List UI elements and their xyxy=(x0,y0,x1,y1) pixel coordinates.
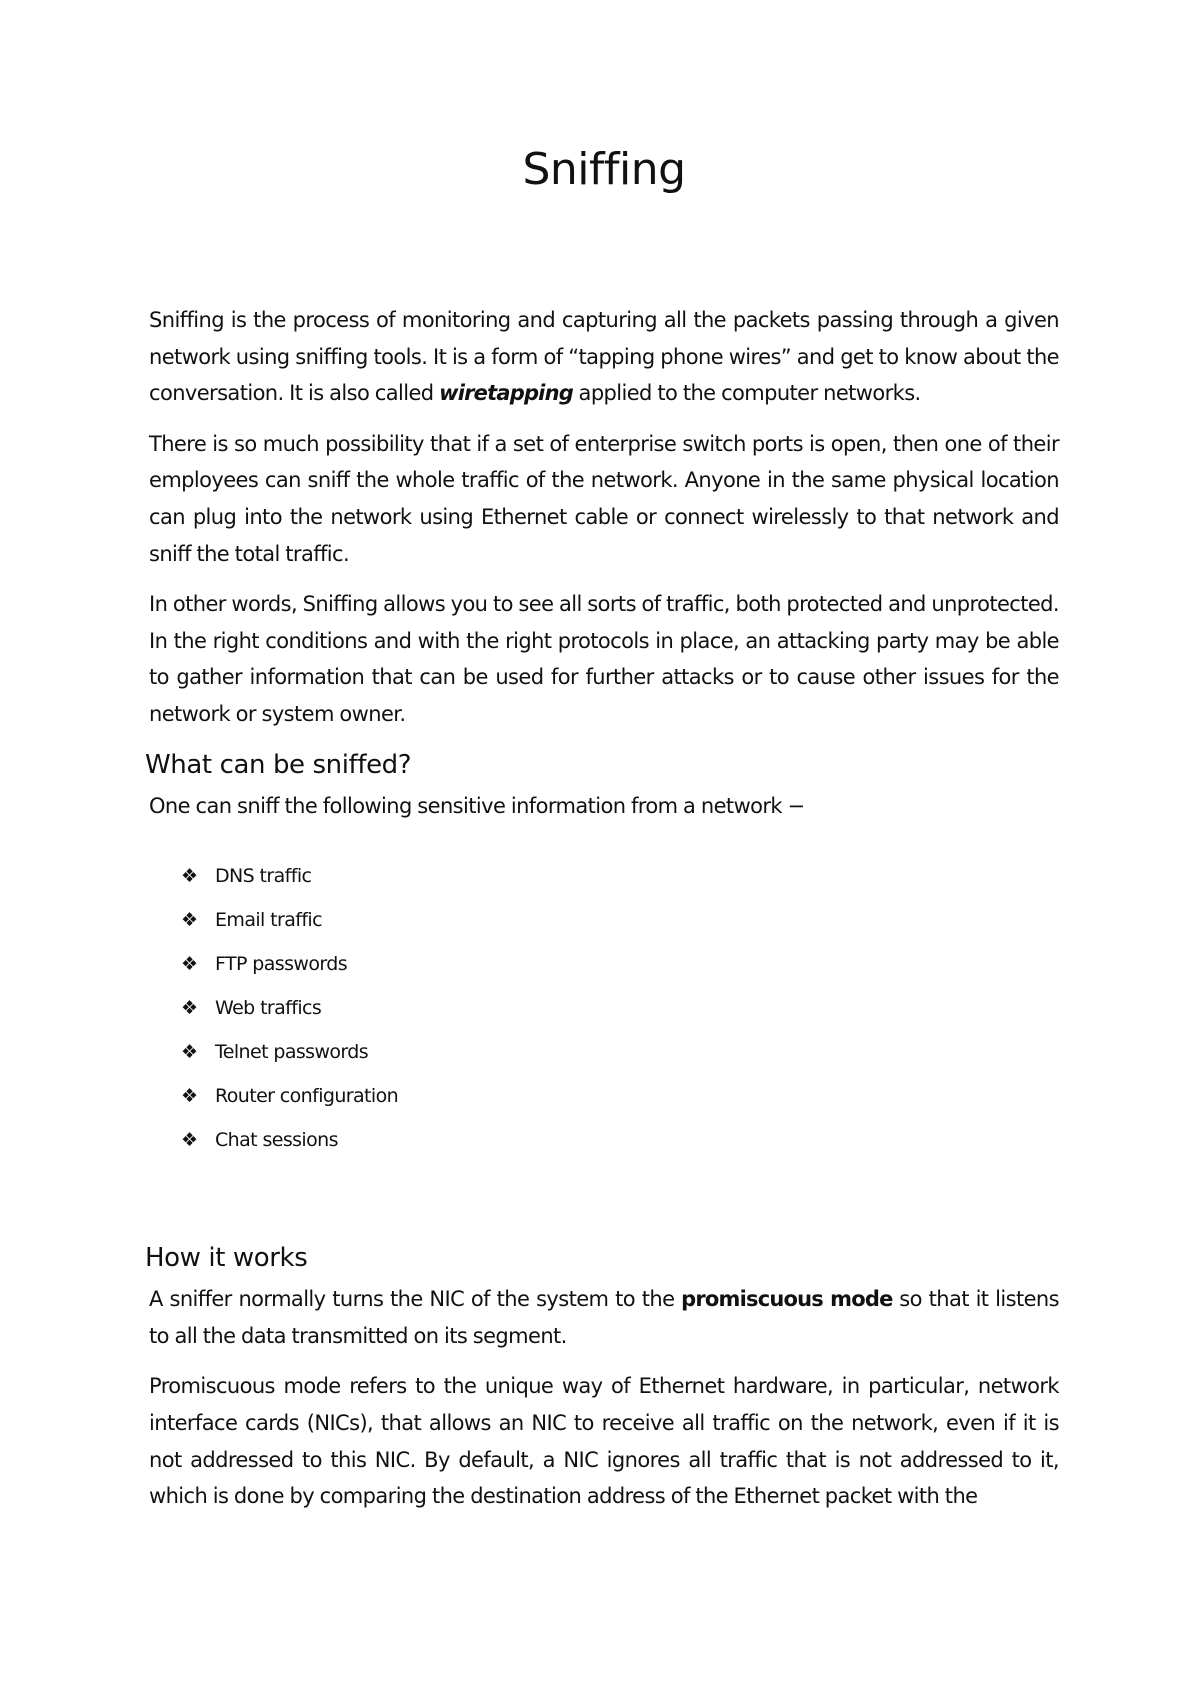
diamond-bullet-icon: ❖ xyxy=(181,997,198,1020)
how-it-works-paragraph-1-text-start: A sniffer normally turns the NIC of the system to the xyxy=(149,1287,682,1312)
intro-paragraph-3: In other words, Sniffing allows you to see all sorts of traffic, both protected and unprotected. In the right conditions and with the right protocols in place, an attacking party may be able to gather information that can be used for further attacks or to cause other issues for the network or system owner. xyxy=(149,592,1059,726)
diamond-bullet-icon: ❖ xyxy=(181,1085,198,1108)
list-item-label: DNS traffic xyxy=(215,865,312,888)
keyword-wiretapping: wiretapping xyxy=(439,381,573,406)
list-item xyxy=(149,942,1059,986)
list-item-label: Email traffic xyxy=(215,909,322,932)
section-heading-how-it-works: How it works xyxy=(145,1243,308,1274)
section-spacer xyxy=(149,1162,1059,1240)
list-item xyxy=(149,854,1059,898)
diamond-bullet-icon: ❖ xyxy=(181,865,198,888)
list-item xyxy=(149,1118,1059,1162)
list-item-label: Router configuration xyxy=(215,1085,399,1108)
page-title: Sniffing xyxy=(522,144,686,195)
list-item-label: Web traffics xyxy=(215,997,322,1020)
keyword-promiscuous-mode: promiscuous mode xyxy=(681,1287,893,1312)
list-item xyxy=(149,986,1059,1030)
list-item-label: Telnet passwords xyxy=(215,1041,369,1064)
how-it-works-paragraph-1-text-end: so that it listens to all the data transmitted on its segment. xyxy=(149,1287,1059,1348)
diamond-bullet-icon: ❖ xyxy=(181,909,198,932)
list-item-label: FTP passwords xyxy=(215,953,348,976)
intro-paragraph-1-text-start: Sniffing is the process of monitoring and capturing all the packets passing through a given network using sniffing tools. It is a form of “tapping phone wires” and get to know about the conversation. It is also called xyxy=(149,308,1059,406)
sniffable-info-list xyxy=(149,854,1059,1162)
intro-paragraph-1-text-end: applied to the computer networks. xyxy=(572,381,921,406)
diamond-bullet-icon: ❖ xyxy=(181,953,198,976)
list-item-label: Chat sessions xyxy=(215,1129,338,1152)
diamond-bullet-icon: ❖ xyxy=(181,1041,198,1064)
how-it-works-paragraph-2: Promiscuous mode refers to the unique way of Ethernet hardware, in particular, network interface cards (NICs), that allows an NIC to receive all traffic on the network, even if it is not addressed to this NIC. By default, a NIC ignores all traffic that is not addressed to it, which is done by comparing the destination address of the Ethernet packet with the xyxy=(149,1374,1059,1509)
list-item xyxy=(149,1030,1059,1074)
intro-paragraph-2: There is so much possibility that if a set of enterprise switch ports is open, then one of their employees can sniff the whole traffic of the network. Anyone in the same physical location can plug into the network using Ethernet cable or connect wirelessly to that network and sniff the total traffic. xyxy=(149,431,1059,566)
sniffable-info-lead: One can sniff the following sensitive information from a network − xyxy=(149,793,805,818)
diamond-bullet-icon: ❖ xyxy=(181,1129,198,1152)
how-it-works-paragraph-1 xyxy=(149,1281,1059,1354)
list-item xyxy=(149,898,1059,942)
intro-paragraph-1 xyxy=(149,302,1059,412)
section-heading-what-can-be-sniffed: What can be sniffed? xyxy=(145,749,412,780)
list-item xyxy=(149,1074,1059,1118)
